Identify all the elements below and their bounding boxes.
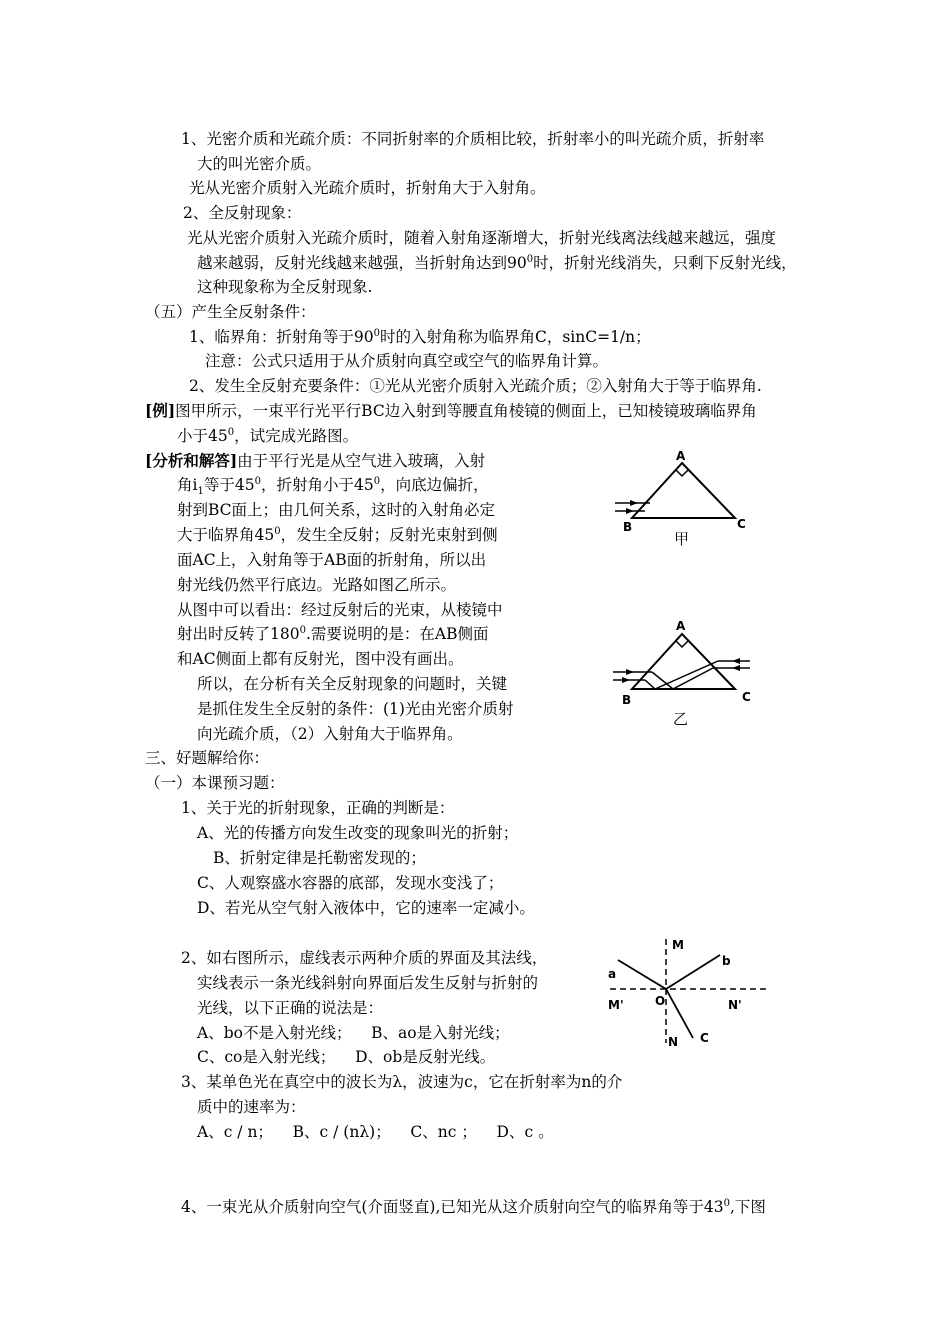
text-line: 大的叫光密介质。 bbox=[197, 155, 322, 173]
text-line: 和AC侧面上都有反射光，图中没有画出。 bbox=[177, 650, 464, 668]
label-n-prime: N' bbox=[728, 998, 742, 1012]
label-m: M bbox=[672, 938, 684, 952]
text-line: 这种现象称为全反射现象. bbox=[197, 278, 373, 296]
right-angle-mark bbox=[676, 470, 688, 476]
text-line: 光从光密介质射入光疏介质时，折射角大于入射角。 bbox=[189, 179, 546, 197]
text-line: 角$i_1$等于$45^0$，折射角小于$45^0$，向底边偏折， bbox=[177, 475, 489, 498]
question-stem: 4、一束光从介质射向空气(介面竖直),已知光从这介质射向空气的临界角等于$43^0$,下图 bbox=[181, 1197, 766, 1216]
text-line: 从图中可以看出：经过反射后的光束，从棱镜中 bbox=[177, 601, 503, 619]
option: A、光的传播方向发生改变的现象叫光的折射； bbox=[197, 824, 519, 842]
text-line: 注意：公式只适用于从介质射向真空或空气的临界角计算。 bbox=[205, 352, 609, 370]
analysis-line: [分析和解答]由于平行光是从空气进入玻璃，入射 bbox=[145, 451, 486, 470]
question-stem: 3、某单色光在真空中的波长为λ，波速为c，它在折射率为n的介 bbox=[181, 1073, 623, 1091]
text-line: 2、全反射现象： bbox=[183, 204, 302, 222]
section-heading: （五）产生全反射条件： bbox=[145, 303, 316, 321]
text-line: 射到BC面上；由几何关系，这时的入射角必定 bbox=[177, 501, 496, 519]
option: C、人观察盛水容器的底部，发现水变浅了； bbox=[197, 874, 504, 892]
refraction-figure bbox=[600, 935, 780, 1050]
option: D、若光从空气射入液体中，它的速率一定减小。 bbox=[197, 899, 535, 917]
text-line: 1、临界角：折射角等于$90^0$时的入射角称为临界角C，sinC=1/n； bbox=[189, 327, 651, 346]
ray-ao bbox=[618, 960, 666, 989]
text-line: 向光疏介质，（2）入射角大于临界角。 bbox=[197, 725, 463, 743]
label-n: N bbox=[668, 1035, 679, 1049]
label-b: b bbox=[722, 954, 731, 968]
arrow-icon bbox=[626, 508, 634, 514]
text-line: 2、发生全反射充要条件：①光从光密介质射入光疏介质；②入射角大于等于临界角. bbox=[189, 377, 762, 395]
label-m-prime: M' bbox=[608, 998, 624, 1012]
option: B、折射定律是托勒密发现的； bbox=[213, 849, 426, 867]
option: A、bo不是入射光线； B、ao是入射光线； bbox=[197, 1024, 510, 1042]
prism-figure-yi bbox=[610, 612, 760, 732]
text-line: 射出时反转了$180^0$.需要说明的是：在AB侧面 bbox=[177, 624, 489, 643]
ray-ob bbox=[666, 955, 720, 989]
arrow-icon bbox=[630, 500, 638, 506]
prism-triangle bbox=[632, 463, 735, 518]
vertex-label-c: C bbox=[737, 517, 746, 531]
text-line: 射光线仍然平行底边。光路如图乙所示。 bbox=[177, 576, 457, 594]
vertex-label-a: A bbox=[676, 619, 686, 633]
text-line: 实线表示一条光线斜射向界面后发生反射与折射的 bbox=[197, 974, 539, 992]
vertex-label-c: C bbox=[742, 690, 751, 704]
ray-oc bbox=[666, 989, 693, 1038]
section-heading: 三、好题解给你： bbox=[145, 749, 270, 767]
text-line: 光从光密介质射入光疏介质时，随着入射角逐渐增大，折射光线离法线越来越远，强度 bbox=[187, 229, 777, 247]
question-stem: 1、关于光的折射现象，正确的判断是： bbox=[181, 799, 455, 817]
option: C、co是入射光线； D、ob是反射光线。 bbox=[197, 1048, 496, 1066]
text-line: 所以，在分析有关全反射现象的问题时，关键 bbox=[197, 675, 508, 693]
example-line: [例]图甲所示，一束平行光平行BC边入射到等腰直角棱镜的侧面上，已知棱镜玻璃临界角 bbox=[145, 401, 757, 420]
label-a: a bbox=[608, 967, 617, 981]
text-line: 光线，以下正确的说法是： bbox=[197, 999, 384, 1017]
text-line: 1、光密介质和光疏介质：不同折射率的介质相比较，折射率小的叫光疏介质，折射率 bbox=[181, 130, 765, 148]
arrow-icon bbox=[626, 669, 634, 675]
vertex-label-b: B bbox=[622, 693, 632, 707]
label-o: O bbox=[655, 994, 666, 1008]
figure-caption: 甲 bbox=[674, 530, 690, 548]
text-line: 越来越弱，反射光线越来越强，当折射角达到$90^0$时，折射光线消失，只剩下反射光线， bbox=[197, 253, 797, 272]
text-line: 小于$45^0$，试完成光路图。 bbox=[177, 426, 359, 445]
figure-caption: 乙 bbox=[673, 710, 689, 728]
text-line: 是抓住发生全反射的条件：(1)光由光密介质射 bbox=[197, 700, 514, 718]
arrow-icon bbox=[622, 677, 630, 683]
vertex-label-b: B bbox=[623, 520, 633, 534]
text-line: 大于临界角$45^0$，发生全反射；反射光束射到侧 bbox=[177, 525, 498, 544]
text-line: 面AC上，入射角等于AB面的折射角，所以出 bbox=[177, 551, 487, 569]
text-line: 质中的速率为： bbox=[197, 1098, 306, 1116]
label-c: C bbox=[700, 1031, 709, 1045]
section-heading: （一）本课预习题： bbox=[145, 774, 285, 792]
arrow-icon bbox=[732, 665, 740, 671]
vertex-label-a: A bbox=[676, 449, 686, 463]
prism-figure-jia bbox=[610, 440, 760, 555]
option: A、c / n； B、c / (nλ)； C、nc ； D、c 。 bbox=[197, 1123, 554, 1141]
right-angle-mark bbox=[676, 641, 688, 647]
question-stem: 2、如右图所示，虚线表示两种介质的界面及其法线， bbox=[181, 949, 548, 967]
arrow-icon bbox=[732, 658, 740, 664]
